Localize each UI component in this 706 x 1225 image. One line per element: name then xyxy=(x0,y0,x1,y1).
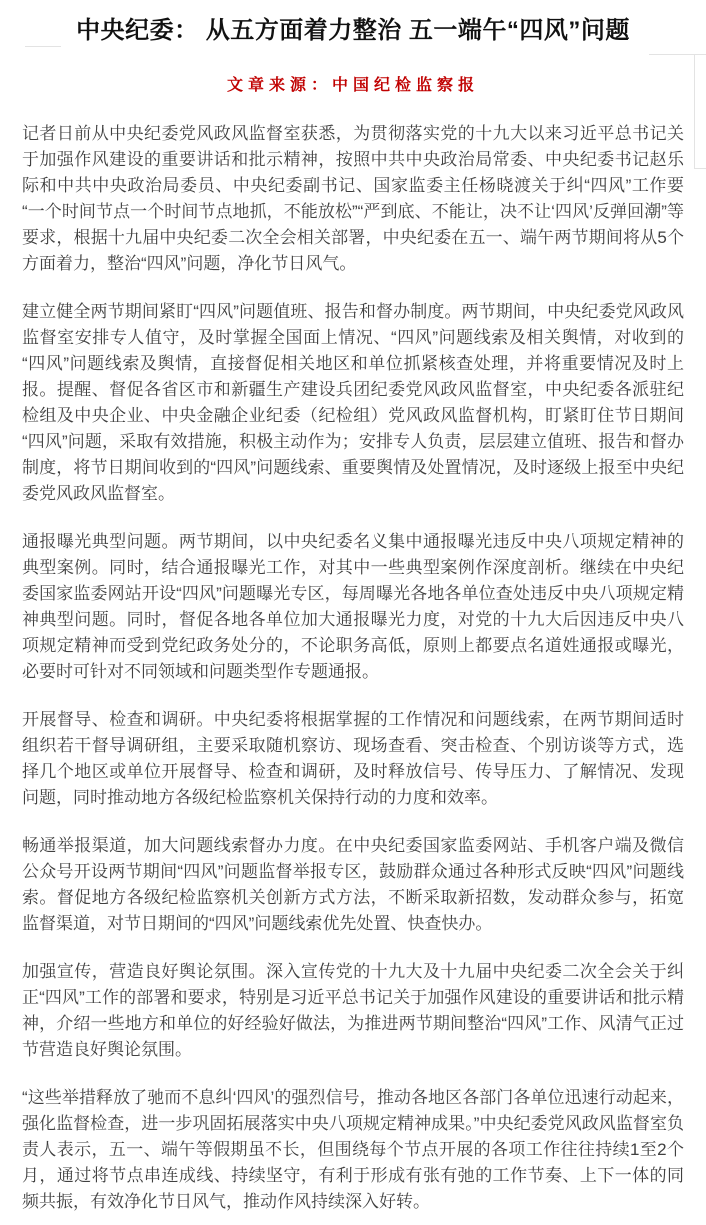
article-paragraph-4: 开展督导、检查和调研。中央纪委将根据掌握的工作情况和问题线索，在两节期间适时组织若干督导调研组，主要采取随机察访、现场查看、突击检查、个别访谈等方式，选择几个地区或单位开展督导、检查和调研，及时释放信号、传导压力、了解情况、发现问题，同时推动地方各级纪检监察机关保持行动的力度和效率。 xyxy=(22,710,684,807)
article-title: 中央纪委： 从五方面着力整治 五一端午“四风”问题 xyxy=(76,17,630,44)
article-paragraph-5: 畅通举报渠道，加大问题线索督办力度。在中央纪委国家监委网站、手机客户端及微信公众号开设两节期间“四风”问题监督举报专区，鼓励群众通过各种形式反映“四风”问题线索。督促地方各级纪检监察机关创新方式方法，不断采取新招数，发动群众参与，拓宽监督渠道，对节日期间的“四风”问题线索优先处置、快查快办。 xyxy=(22,836,684,933)
article-source: 文章来源：中国纪检监察报 xyxy=(226,77,479,94)
article-paragraph-7: “这些举措释放了驰而不息纠‘四风’的强烈信号，推动各地区各部门各单位迅速行动起来，强化监督检查，进一步巩固拓展落实中央八项规定精神成果。”中央纪委党风政风监督室负责人表示，五一、端午等假期虽不长，但围绕每个节点开展的各项工作往往持续1至2个月，通过将节点串连成线、持续坚守，有利于形成有张有弛的工作节奏、上下一体的同频共振，有效净化节日风气，推动作风持续深入好转。 xyxy=(22,1088,684,1211)
divider-fragment-right-top xyxy=(649,54,706,55)
article-paragraph-1: 记者日前从中央纪委党风政风监督室获悉，为贯彻落实党的十九大以来习近平总书记关于加强作风建设的重要讲话和批示精神，按照中共中央政治局常委、中央纪委书记赵乐际和中共中央政治局委员、中央纪委副书记、国家监委主任杨晓渡关于纠“四风”工作要“一个时间节点一个时间节点地抓，不能放松”“严到底、不能让，决不让‘四风’反弹回潮”等要求，根据十九届中央纪委二次全会相关部署，中央纪委在五一、端午两节期间将从5个方面着力，整治“四风”问题，净化节日风气。 xyxy=(22,124,684,273)
divider-fragment-right-tick xyxy=(694,168,706,169)
divider-fragment-left xyxy=(25,46,61,47)
article-paragraph-6: 加强宣传，营造良好舆论氛围。深入宣传党的十九大及十九届中央纪委二次全会关于纠正“四风”工作的部署和要求，特别是习近平总书记关于加强作风建设的重要讲话和批示精神，介绍一些地方和单位的好经验好做法，为推进两节期间整治“四风”工作、风清气正过节营造良好舆论氛围。 xyxy=(22,962,684,1059)
article-paragraph-2: 建立健全两节期间紧盯“四风”问题值班、报告和督办制度。两节期间，中央纪委党风政风监督室安排专人值守，及时掌握全国面上情况、“四风”问题线索及相关舆情，对收到的“四风”问题线索及舆情，直接督促相关地区和单位抓紧核查处理，并将重要情况及时上报。提醒、督促各省区市和新疆生产建设兵团纪委党风政风监督室，中央纪委各派驻纪检组及中央企业、中央金融企业纪委（纪检组）党风政风监督机构，盯紧盯住节日期间“四风”问题，采取有效措施，积极主动作为；安排专人负责，层层建立值班、报告和督办制度，将节日期间收到的“四风”问题线索、重要舆情及处置情况，及时逐级上报至中央纪委党风政风监督室。 xyxy=(22,302,684,503)
article-paragraph-3: 通报曝光典型问题。两节期间，以中央纪委名义集中通报曝光违反中央八项规定精神的典型案例。同时，结合通报曝光工作，对其中一些典型案例作深度剖析。继续在中央纪委国家监委网站开设“四风”问题曝光专区，每周曝光各地各单位查处违反中央八项规定精神典型问题。同时，督促各地各单位加大通报曝光力度，对党的十九大后因违反中央八项规定精神而受到党纪政务处分的，不论职务高低，原则上都要点名道姓通报或曝光，必要时可针对不同领域和问题类型作专题通报。 xyxy=(22,532,684,681)
article-body xyxy=(22,121,684,1215)
divider-fragment-right-edge xyxy=(694,54,695,169)
